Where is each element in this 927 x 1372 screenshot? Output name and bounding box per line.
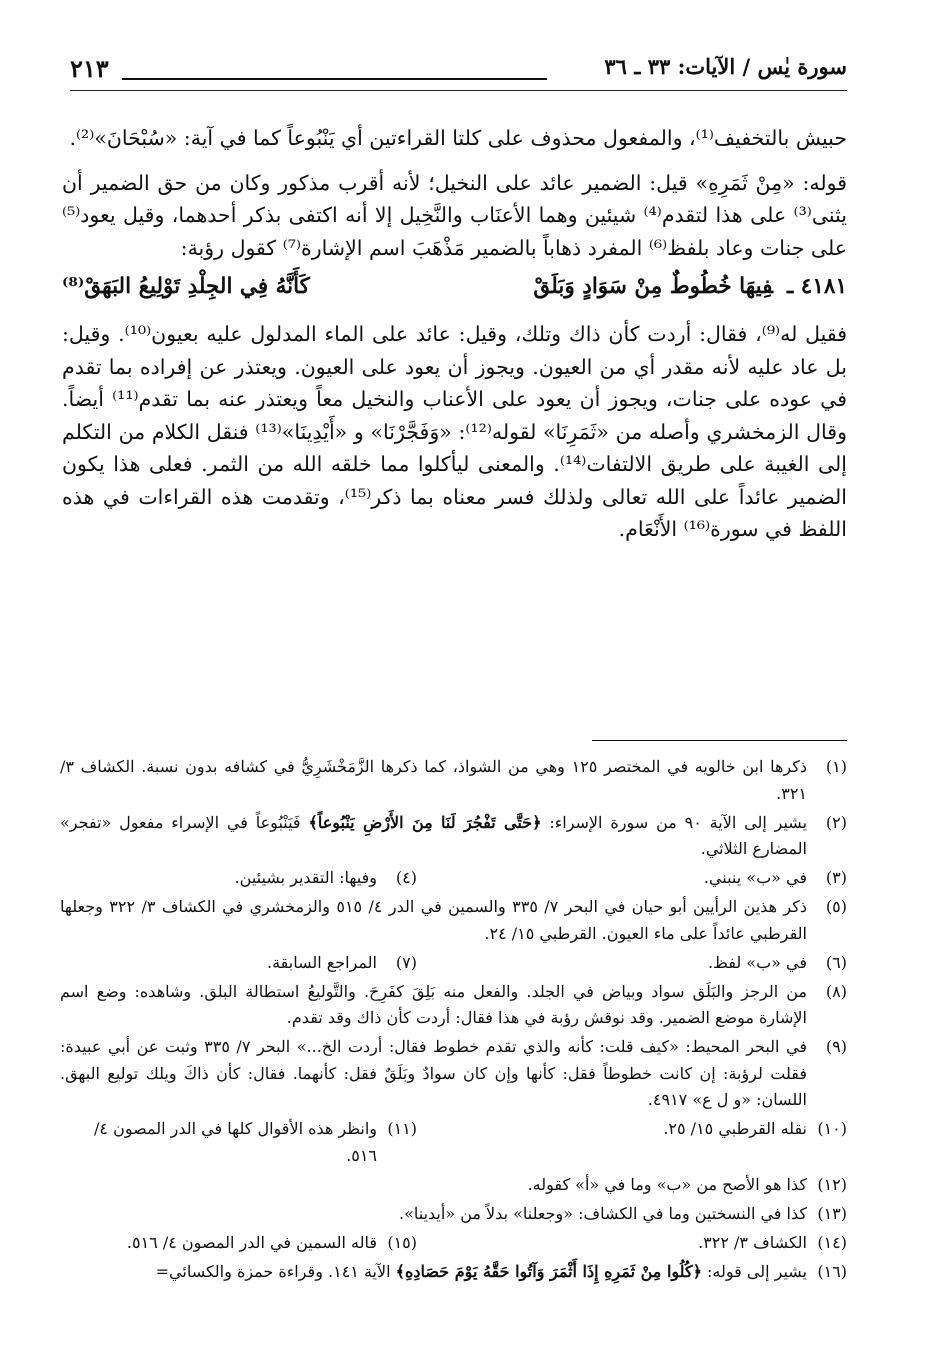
footnote-2: (٢) يشير إلى الآية ٩٠ من سورة الإسراء: ﴿حَتَّى تَفْجُرَ لَنَا مِنَ الأَرْضِ يَنْبُوعاً﴾ فَيَنْبُوعاً في الإسراء مفعول «تفجر» المضارع الثلاثي. xyxy=(60,812,847,858)
paragraph-2: قوله: «مِنْ ثَمَرِهِ» قيل: الضمير عائد على النخيل؛ لأنه أقرب مذكور وكان من حق الضمير أن يثنى⁽³⁾ على هذا لتقدم⁽⁴⁾ شيئين وهما الأعنَاب والنَّخِيل إلا أنه اكتفى بذكر أحدهما، وقيل يعود⁽⁵⁾ على جنات وعاد بلفظ⁽⁶⁾ المفرد ذهاباً بالضمير مَذْهَبَ اسم الإشارة⁽⁷⁾ كقول رؤبة: xyxy=(62,170,847,260)
footnote-1: (١) ذكرها ابن خالويه في المختصر ١٢٥ وهي من الشواذ، كما ذكرها الزَّمَخْشَرِيُّ في كشافه بدون نسبة. الكشاف ٣/ ٣٢١. xyxy=(60,757,847,803)
quran-verse: ﴿كُلُوا مِنْ ثَمَرِهِ إِذَا أَثْمَرَ وَآتُوا حَقَّهُ يَوْمَ حَصَادِهِ﴾ xyxy=(395,1261,702,1281)
paragraph-3: فقيل له⁽⁹⁾، فقال: أردت كأن ذاك وتلك، وقيل: عائد على الماء المدلول عليه بعيون⁽¹⁰⁾. وقيل: بل عاد عليه لأنه مقدر أي من العيون. ويجوز أن يعود على العيون. ويعتذر عن إفراده بما تقدم في عوده على جنات، ويجوز أن يعود على الأعناب والنخيل معاً ويعتذر عنه بما تقدم⁽¹¹⁾ أيضاً. وقال الزمخشري وأصله من «ثَمَرِنَا» لقوله⁽¹²⁾: «وَفَجَّرْنَا» و «أَيْدِينَا»⁽¹³⁾ فنقل الكلام من التكلم إلى الغيبة على طريق الالتفات⁽¹⁴⁾. والمعنى ليأكلوا مما خلقه الله من الثمر. فعلى هذا يكون الضمير عائداً على الله تعالى ولذلك فسر معناه بما ذكر⁽¹⁵⁾، وتقدمت هذه القراءات في هذه اللفظ في سورة⁽¹⁶⁾ الأَنْعَام. xyxy=(62,322,848,541)
footnote-14: (١٤) الكشاف ٣/ ٣٢٢. xyxy=(698,1232,847,1252)
poem-verse xyxy=(62,268,847,306)
surah-title: سورة يٰس / الآيات: ٣٣ ـ ٣٦ xyxy=(604,54,847,79)
footnote-14-15 xyxy=(60,1230,847,1257)
footnote-10: (١٠) نقله القرطبي ١٥/ ٢٥. xyxy=(663,1119,847,1138)
footnotes xyxy=(60,754,847,1288)
footnote-11: (١١) وانظر هذه الأقوال كلها في الدر المصون ٤/ ٥١٦. xyxy=(94,1119,417,1165)
footnote-10-11 xyxy=(60,1116,847,1169)
footnote-13: (١٣) كذا في النسختين وما في الكشاف: «وجعلنا» بدلاً من «أيدينا». xyxy=(399,1203,847,1223)
verse-number: ٤١٨١ ـ xyxy=(787,274,847,299)
footnote-separator xyxy=(592,740,847,741)
footnote-6-7 xyxy=(60,950,847,977)
footnote-8: (٨) من الرجز والبَلَق سواد وبياض في الجلد. والفعل منه بَلِقَ كفَرِحَ. والتَّوليعُ استطالة البلق. وشاهده: وضع اسم الإشارة موضع الضمير. وقد نوقش رؤبة في هذا فقال: أردت كأن ذاك وقد تقدم. xyxy=(60,981,847,1027)
quran-verse: ﴿حَتَّى تَفْجُرَ لَنَا مِنَ الأَرْضِ يَنْبُوعاً﴾ xyxy=(308,812,542,832)
paragraph-1: حبيش بالتخفيف⁽¹⁾، والمفعول محذوف على كلتا القراءتين أي يَنْبُوعاً كما في آية: «سُبْحَانَ»⁽²⁾. xyxy=(69,126,847,150)
verse-first-hemistich: ٤١٨١ ـفِيهَا خُطُوطٌ مِنْ سَوَادٍ وَبَلَقْ xyxy=(533,274,847,299)
header-rule xyxy=(122,78,547,80)
footnote-3: (٣) في «ب» ينبني. xyxy=(703,868,847,887)
footnote-5: (٥) ذكر هذين الرأيين أبو حيان في البحر ٧/ ٣٣٥ والسمين في الدر ٤/ ٥١٥ والزمخشري في الكشاف ٣/ ٣٢٢ وجعلها القرطبي عائداً على ماء العيون. القرطبي ١٥/ ٢٤. xyxy=(60,897,847,943)
footnote-6: (٦) في «ب» لفظ. xyxy=(707,952,847,972)
page-number: ٢١٣ xyxy=(70,54,109,83)
footnote-9: (٩) في البحر المحيط: «كيف قلت: كأنه والذي تقدم خطوط فقال: أردت الخ...» البحر ٧/ ٣٣٥ وثبت عن أبي عبيدة: فقلت لرؤبة: إن كانت خطوطاً فقل: كأنها وإن كان سوادٌ وبَلَقٌ فقل: كأنهما. فقال: كأن ذاكَ ويلك توليع البهق. اللسان: «و ل ع» ٤٩١٧. xyxy=(60,1037,847,1109)
page-header xyxy=(70,48,847,94)
footnote-16: (١٦) يشير إلى قوله: ﴿كُلُوا مِنْ ثَمَرِهِ إِذَا أَثْمَرَ وَآتُوا حَقَّهُ يَوْمَ حَصَادِهِ﴾ الآية ١٤١. وقراءة حمزة والكسائي= xyxy=(155,1261,847,1281)
footnote-3-4 xyxy=(60,865,847,892)
footnote-15: (١٥) قاله السمين في الدر المصون ٤/ ٥١٦. xyxy=(126,1232,417,1252)
footnote-7: (٧) المراجع السابقة. xyxy=(266,952,417,972)
footnote-12: (١٢) كذا هو الأصح من «ب» وما في «أ» كقوله. xyxy=(527,1174,847,1194)
footnote-4: (٤) وفيها: التقدير بشيئين. xyxy=(234,868,417,887)
main-text xyxy=(62,122,847,546)
verse-second-hemistich: كَأَنَّهُ فِي الجِلْدِ تَوْلِيعُ البَهَقْ⁽⁸⁾ xyxy=(62,274,310,299)
header-underline xyxy=(70,90,847,91)
